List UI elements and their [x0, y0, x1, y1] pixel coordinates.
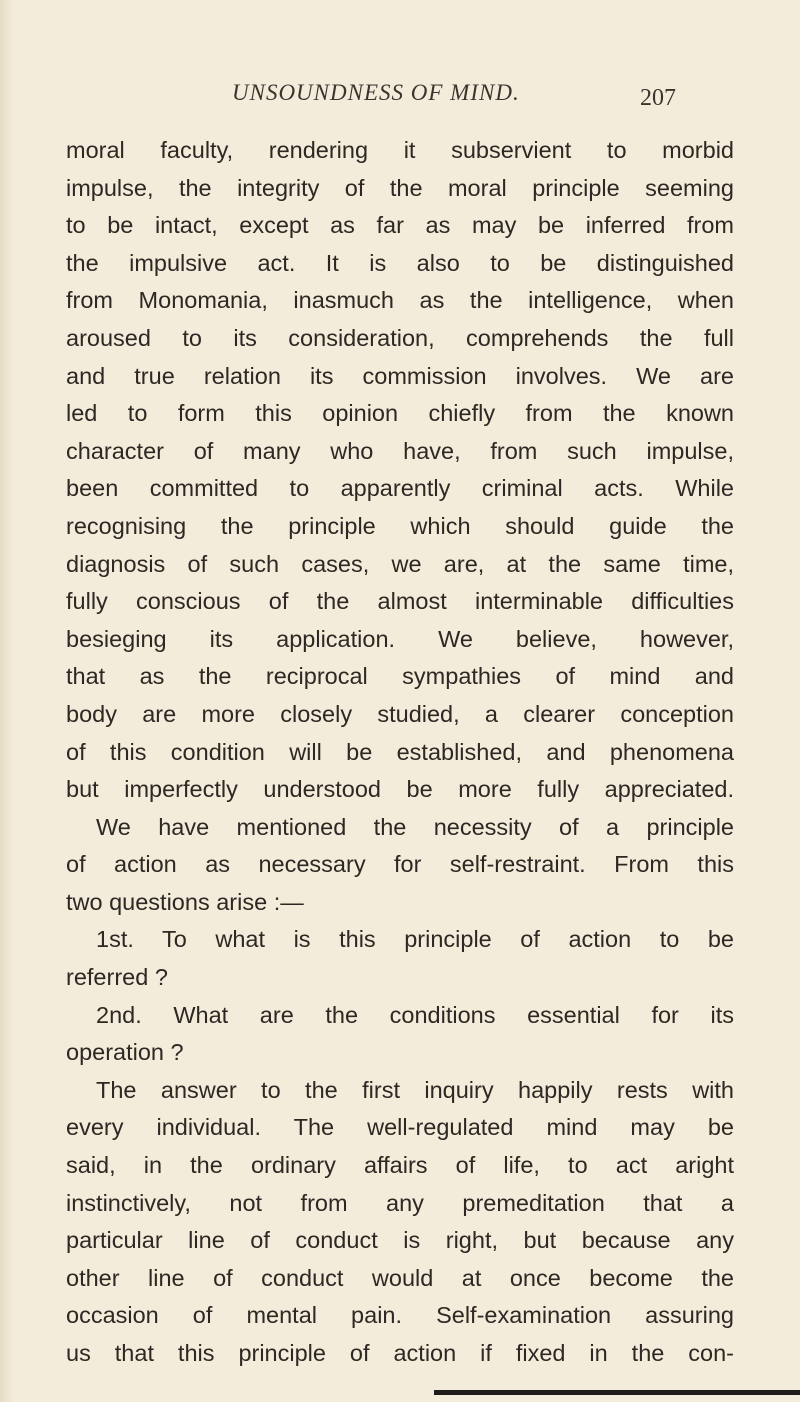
text-line: 1st. To what is this principle of action to be: [96, 926, 734, 953]
text-line: The answer to the first inquiry happily rests with: [96, 1076, 734, 1103]
bottom-edge-rule: [434, 1390, 800, 1395]
text-line: diagnosis of such cases, we are, at the same time,: [66, 550, 734, 577]
text-line: recognising the principle which should guide the: [66, 512, 734, 539]
body-text: [66, 132, 734, 1373]
text-line: us that this principle of action if fixed in the con-: [66, 1340, 734, 1366]
text-line: of this condition will be established, and phenomena: [66, 738, 734, 765]
running-title: UNSOUNDNESS OF MIND.: [232, 80, 520, 105]
text-line: 2nd. What are the conditions essential for its: [96, 1001, 734, 1028]
text-line: moral faculty, rendering it subservient to morbid: [66, 137, 734, 163]
text-line: instinctively, not from any premeditation that a: [66, 1189, 734, 1216]
text-line: to be intact, except as far as may be inferred from: [66, 212, 734, 239]
running-head: [0, 80, 800, 114]
text-line: and true relation its commission involves. We are: [66, 362, 734, 389]
text-line: operation ?: [66, 1039, 184, 1066]
text-line: body are more closely studied, a clearer conception: [66, 700, 734, 727]
text-line: referred ?: [66, 964, 168, 991]
text-line: besieging its application. We believe, however,: [66, 625, 734, 652]
text-line: the impulsive act. It is also to be distinguished: [66, 249, 734, 276]
text-line: character of many who have, from such impulse,: [66, 437, 734, 464]
text-line: but imperfectly understood be more fully appreciated.: [66, 776, 734, 803]
text-line: said, in the ordinary affairs of life, to act aright: [66, 1152, 734, 1179]
text-line: been committed to apparently criminal acts. While: [66, 475, 734, 502]
text-line: occasion of mental pain. Self-examination assuring: [66, 1302, 734, 1329]
text-line: of action as necessary for self-restraint. From this: [66, 851, 734, 878]
text-line: We have mentioned the necessity of a principle: [96, 813, 734, 840]
text-line: aroused to its consideration, comprehends the full: [66, 324, 734, 351]
text-line: from Monomania, inasmuch as the intelligence, when: [66, 287, 734, 314]
page-number: 207: [640, 85, 676, 111]
text-line: impulse, the integrity of the moral principle seeming: [66, 174, 734, 201]
text-line: other line of conduct would at once become the: [66, 1264, 734, 1291]
text-line: two questions arise :—: [66, 888, 304, 915]
text-line: that as the reciprocal sympathies of mind and: [66, 663, 734, 690]
text-line: every individual. The well-regulated mind may be: [66, 1114, 734, 1141]
text-line: led to form this opinion chiefly from the known: [66, 400, 734, 427]
text-line: particular line of conduct is right, but because any: [66, 1227, 734, 1254]
page-edge: [0, 0, 14, 1402]
text-line: fully conscious of the almost interminable difficulties: [66, 588, 734, 615]
